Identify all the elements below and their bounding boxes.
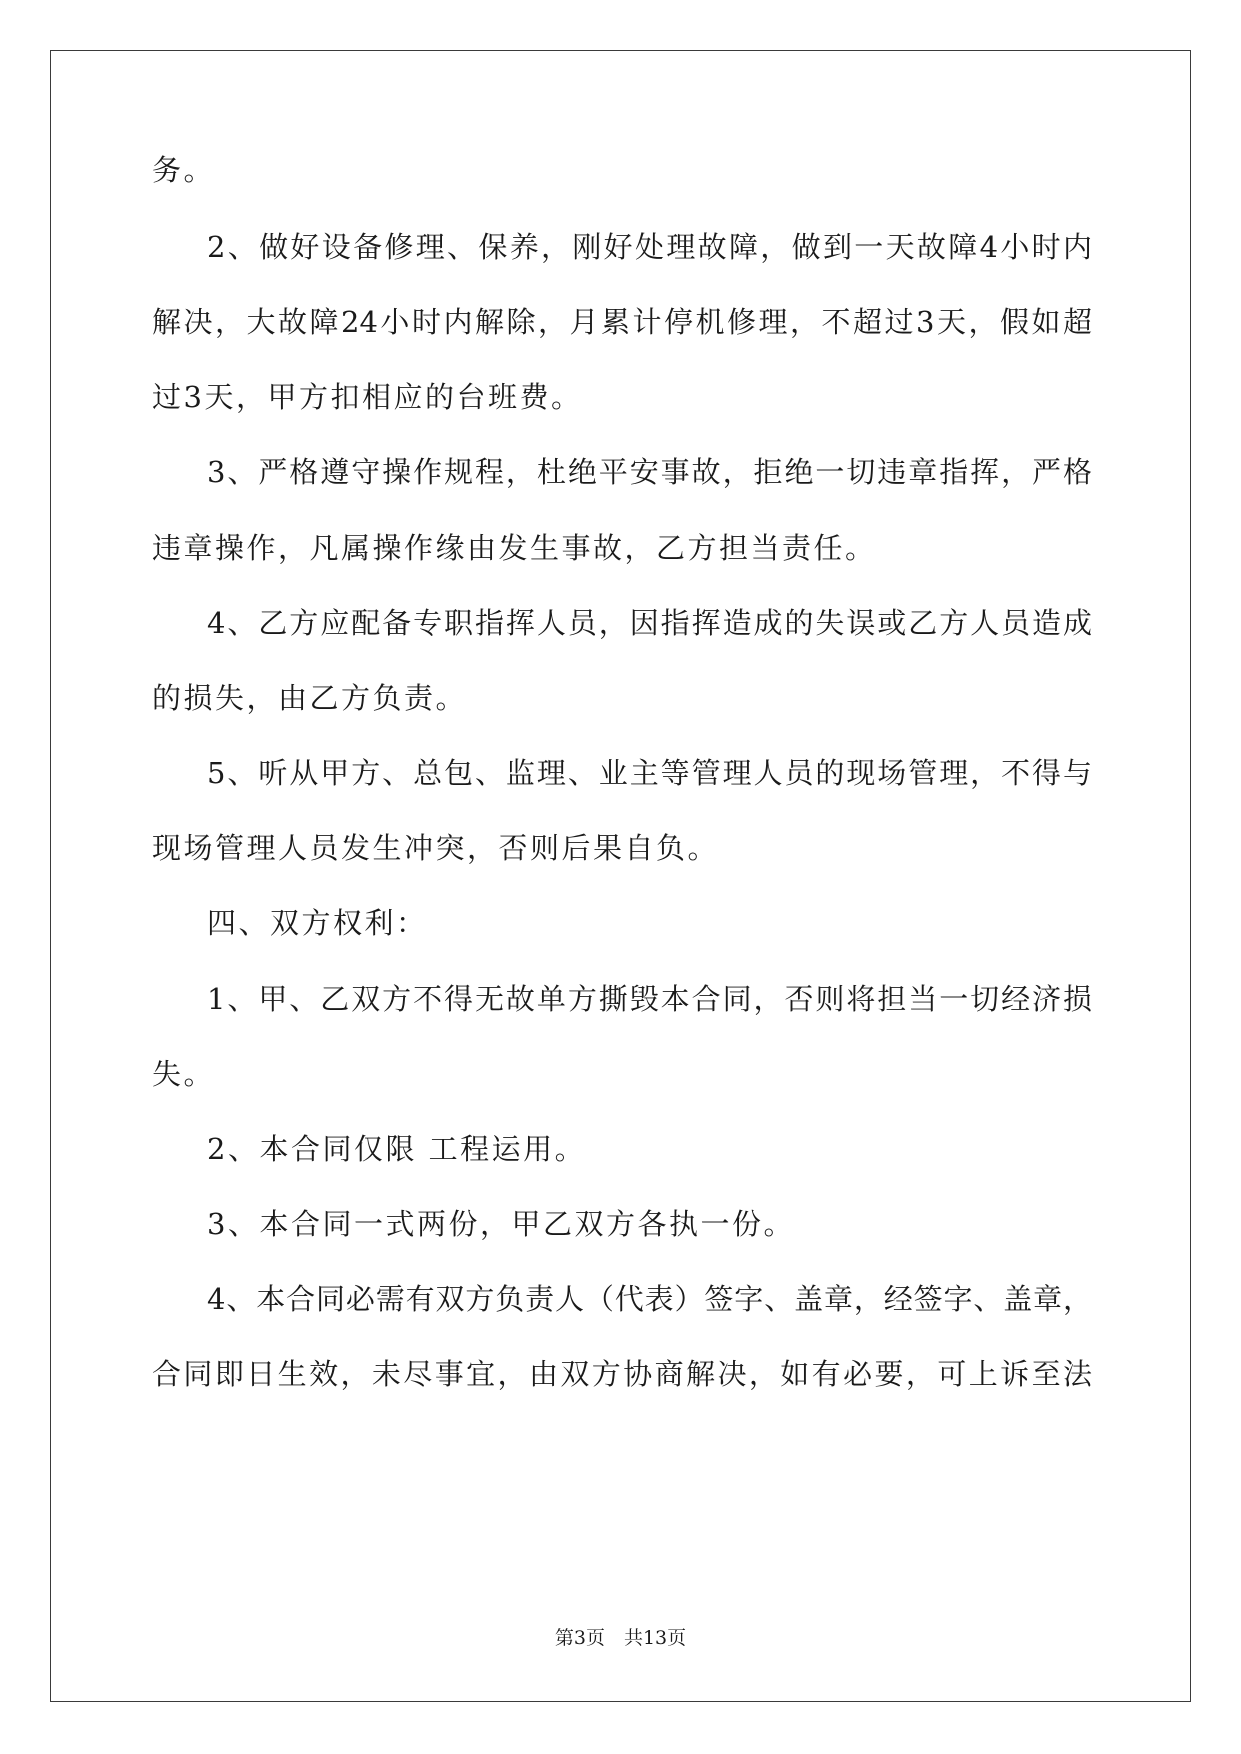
- page-label: 第3页 共13页: [554, 1627, 687, 1649]
- text-line: 务。: [152, 153, 216, 187]
- text-line: 现场管理人员发生冲突，否则后果自负。: [152, 831, 720, 865]
- text-line: 4、本合同必需有双方负责人（代表）签字、盖章，经签字、盖章，: [207, 1282, 1092, 1316]
- text-line: 1、甲、乙双方不得无故单方撕毁本合同，否则将担当一切经济损: [207, 982, 1092, 1016]
- text-line: 5、听从甲方、总包、监理、业主等管理人员的现场管理，不得与: [207, 756, 1092, 790]
- text-line: 过3天，甲方扣相应的台班费。: [152, 380, 583, 414]
- text-line: 3、本合同一式两份，甲乙双方各执一份。: [207, 1207, 795, 1241]
- text-line: 2、做好设备修理、保养，刚好处理故障，做到一天故障4小时内: [207, 230, 1092, 264]
- page-number-footer: [0, 1626, 1241, 1650]
- text-line: 违章操作，凡属操作缘由发生事故，乙方担当责任。: [152, 531, 877, 565]
- section-heading: 四、双方权利：: [207, 906, 428, 940]
- text-line: 4、乙方应配备专职指挥人员，因指挥造成的失误或乙方人员造成: [207, 606, 1092, 640]
- text-line: 的损失，由乙方负责。: [152, 681, 468, 715]
- text-line: 合同即日生效，未尽事宜，由双方协商解决，如有必要，可上诉至法: [152, 1357, 1092, 1391]
- text-line: 3、严格遵守操作规程，杜绝平安事故，拒绝一切违章指挥，严格: [207, 455, 1092, 489]
- text-line: 2、本合同仅限 工程运用。: [207, 1132, 587, 1166]
- text-line: 失。: [152, 1057, 216, 1091]
- page-border: [50, 50, 1191, 1702]
- text-line: 解决，大故障24小时内解除，月累计停机修理，不超过3天，假如超: [152, 305, 1092, 339]
